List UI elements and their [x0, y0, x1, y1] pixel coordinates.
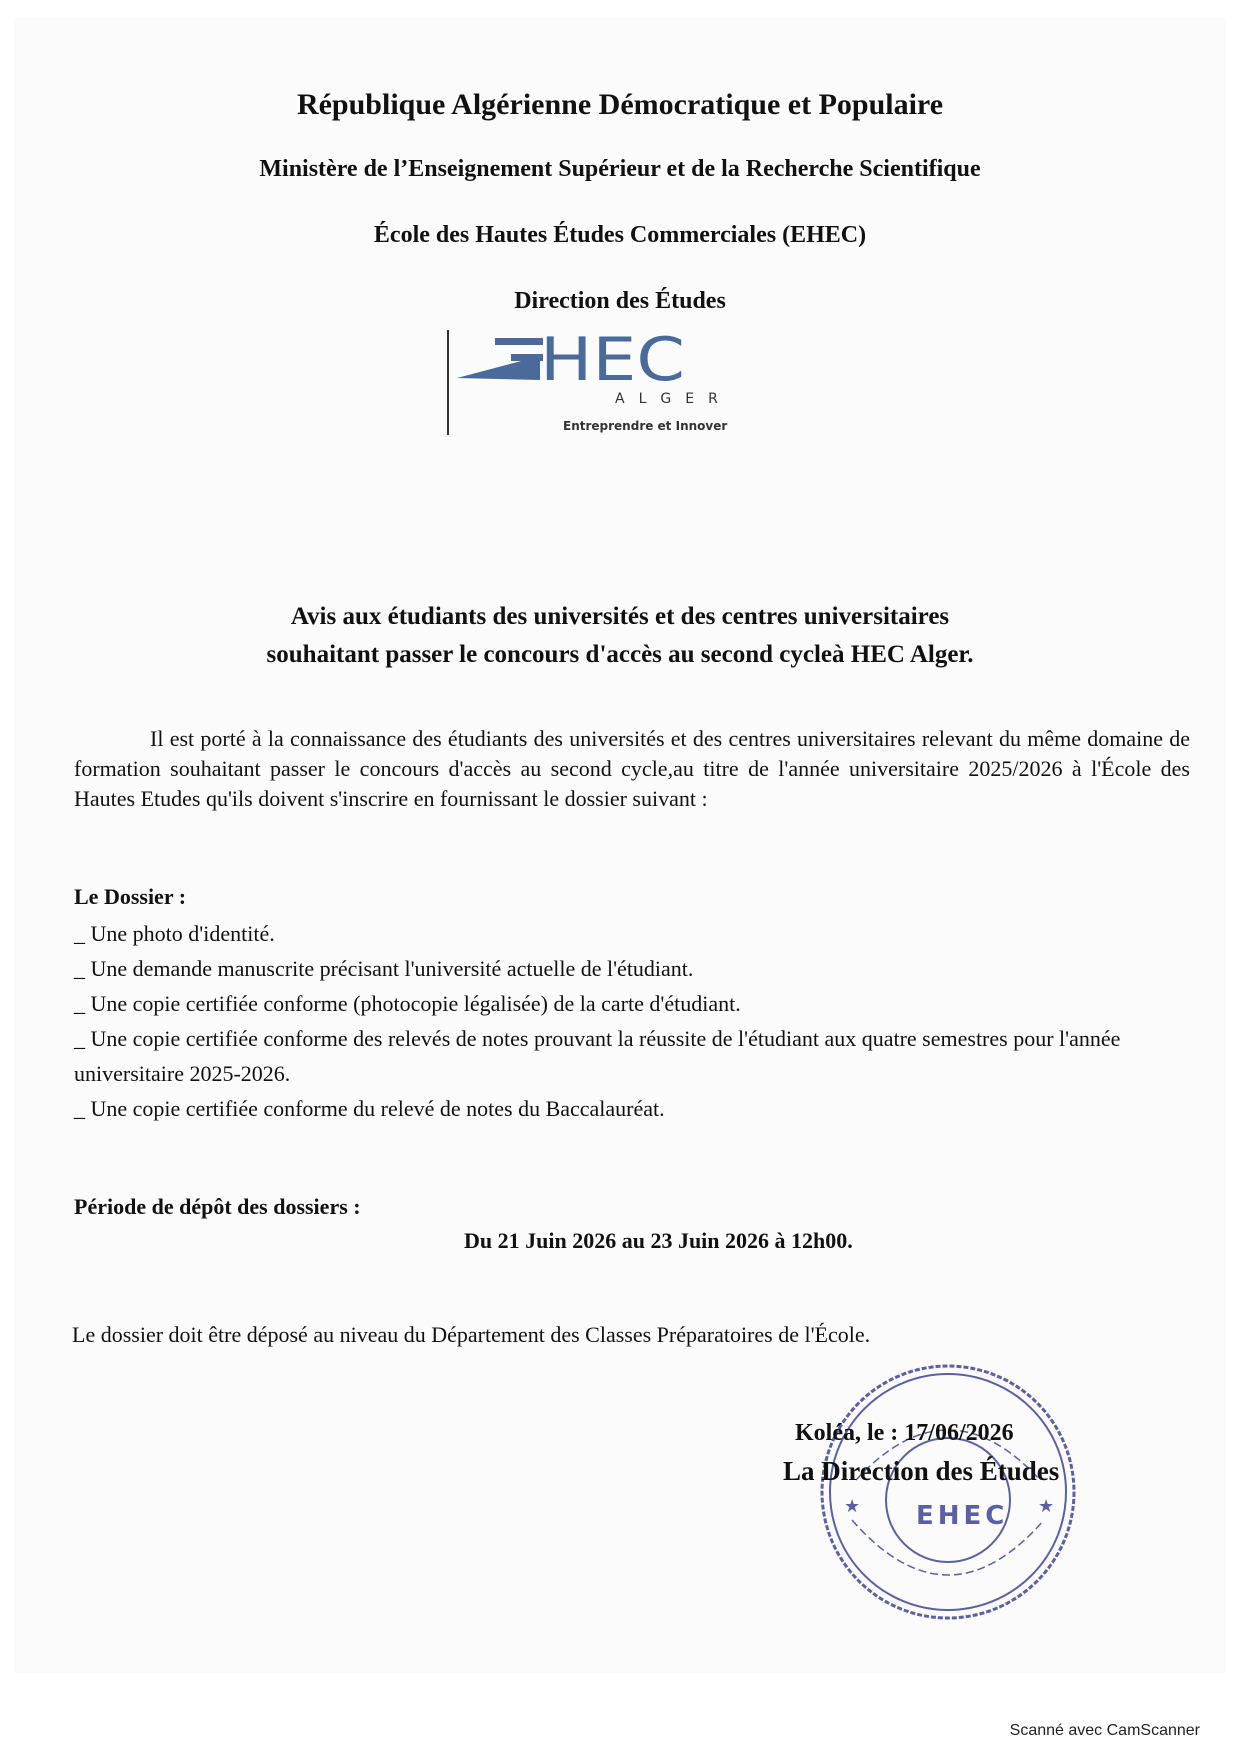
logo-wordmark: HEC	[540, 330, 685, 395]
stamp-star-left: ★	[844, 1496, 861, 1517]
notice-title-line1: Avis aux étudiants des universités et des centres universitaires	[290, 603, 950, 630]
direction-heading: Direction des Études	[514, 288, 726, 314]
dossier-item-transcripts: _ Une copie certifiée conforme des relevés de notes prouvant la réussite de l'étudiant aux quatre semestres pour l'année universitaire 2025-2026.	[74, 1026, 1121, 1086]
place-date: Koléa, le : 17/06/2026	[795, 1420, 1014, 1446]
dossier-list	[74, 916, 1200, 1126]
deposit-instruction: Le dossier doit être déposé au niveau du Département des Classes Préparatoires de l'École.	[72, 1322, 871, 1347]
dossier-item-request: _ Une demande manuscrite précisant l'université actuelle de l'étudiant.	[74, 956, 694, 981]
notice-intro-paragraph: Il est porté à la connaissance des étudiants des universités et des centres universitaires relevant du même domaine de formation souhaitant passer le concours d'accès au second cycle,au titre de l'année universitaire 2025/2026 à l'École des Hautes Etudes qu'ils doivent s'inscrire en fournissant le dossier suivant :	[74, 726, 1190, 811]
logo-city: ALGER	[615, 391, 732, 407]
signatory: La Direction des Études	[783, 1456, 1060, 1486]
dossier-item-bac-transcript: _ Une copie certifiée conforme du relevé de notes du Baccalauréat.	[74, 1096, 665, 1121]
stamp-star-right: ★	[1038, 1496, 1055, 1517]
ehec-logo	[445, 330, 775, 440]
period-dates: Du 21 Juin 2026 au 23 Juin 2026 à 12h00.	[464, 1228, 853, 1253]
period-label: Période de dépôt des dossiers :	[74, 1194, 361, 1219]
dossier-item-photo: _ Une photo d'identité.	[74, 921, 275, 946]
republic-heading: République Algérienne Démocratique et Populaire	[296, 88, 944, 121]
dossier-item-student-card: _ Une copie certifiée conforme (photocopie légalisée) de la carte d'étudiant.	[74, 991, 741, 1016]
notice-title	[0, 598, 1240, 674]
stamp-center-text: EHEC	[916, 1501, 1009, 1531]
notice-title-line2: souhaitant passer le concours d'accès au second cycleà HEC Alger.	[266, 641, 974, 668]
ministry-heading: Ministère de l’Enseignement Supérieur et de la Recherche Scientifique	[259, 156, 981, 182]
scanner-watermark: Scanné avec CamScanner	[1009, 1722, 1200, 1739]
school-heading: École des Hautes Études Commerciales (EHEC)	[373, 222, 867, 248]
dossier-label: Le Dossier :	[74, 884, 187, 909]
official-stamp	[816, 1360, 1080, 1624]
logo-tagline: Entreprendre et Innover	[563, 419, 728, 433]
